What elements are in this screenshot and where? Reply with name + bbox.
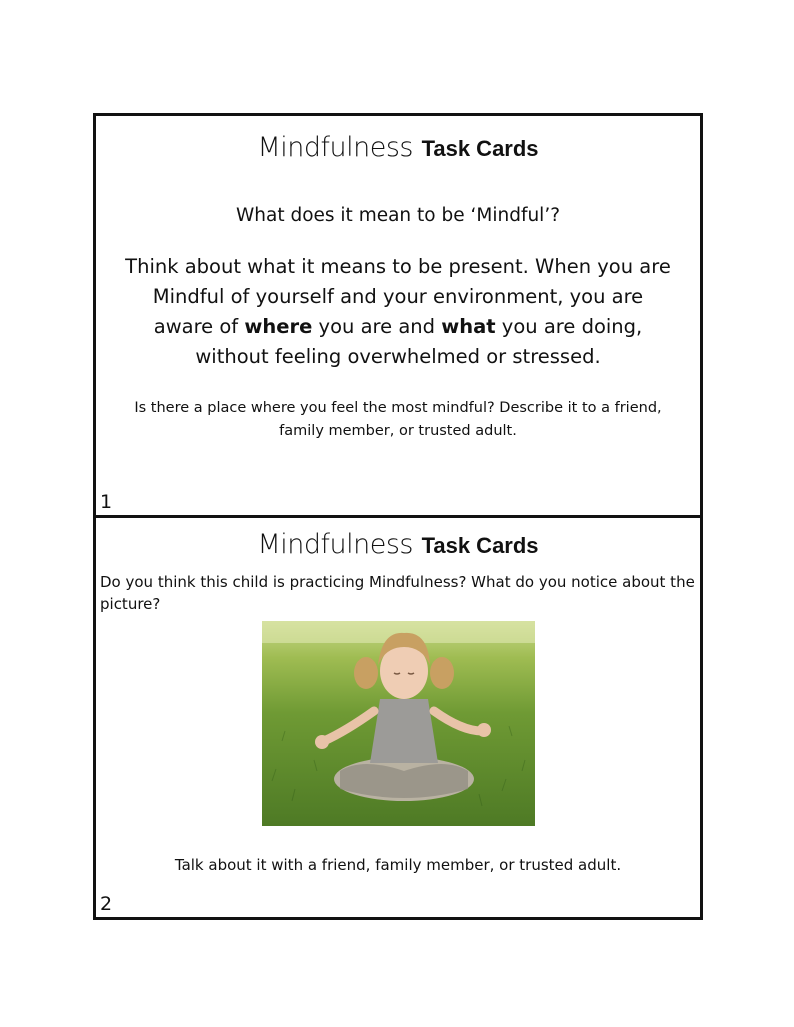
emphasis-what: what [441, 315, 496, 338]
right-hand [477, 723, 491, 737]
photo-illustration [262, 621, 535, 826]
card-title [96, 131, 700, 166]
body-line-4: without feeling overwhelmed or stressed. [195, 345, 601, 368]
title-light: Mindfulness [257, 529, 413, 560]
left-pigtail [354, 657, 378, 689]
title-light: Mindfulness [257, 132, 413, 163]
task-card-2 [93, 515, 703, 920]
body-line-3-mid: you are and [312, 315, 442, 338]
task-card-1 [93, 113, 703, 518]
emphasis-where: where [244, 315, 313, 338]
right-pigtail [430, 657, 454, 689]
body-line-2: Mindful of yourself and your environment, you are [152, 285, 644, 308]
card-number: 2 [100, 893, 113, 915]
body-line-3-pre: aware of [153, 315, 245, 338]
body-line-3-post: you are doing, [495, 315, 643, 338]
title-bold: Task Cards [421, 533, 539, 558]
card-question: What does it mean to be ‘Mindful’? [235, 205, 561, 226]
title-bold: Task Cards [421, 136, 539, 161]
grey-top [370, 699, 438, 763]
left-hand [315, 735, 329, 749]
card-discussion-prompt: Talk about it with a friend, family member, or trusted adult. [174, 856, 622, 874]
card-question: Do you think this child is practicing Mindfulness? What do you notice about the picture? [100, 573, 695, 613]
card-title [96, 528, 700, 563]
body-line-3 [100, 312, 696, 342]
card-prompt: Is there a place where you feel the most mindful? Describe it to a friend, family member, or trusted adult. [134, 400, 662, 439]
body-line-1: Think about what it means to be present. When you are [125, 255, 671, 278]
card-number: 1 [100, 491, 113, 513]
child-meditating-photo [262, 621, 535, 826]
card-body [100, 252, 696, 372]
